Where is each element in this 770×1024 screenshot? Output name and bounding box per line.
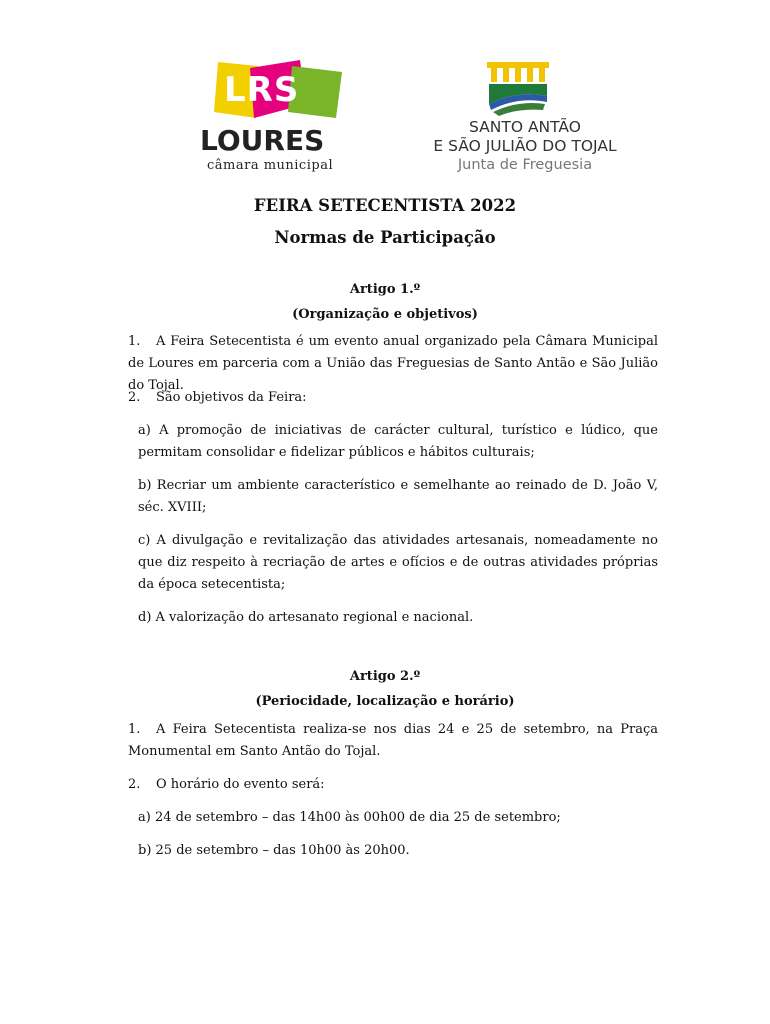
loures-logo [200, 60, 355, 180]
freguesia-logo [430, 60, 620, 175]
loures-subtitle: câmara municipal [207, 158, 334, 173]
freguesia-line3: Junta de Freguesia [457, 157, 593, 173]
paragraph-number: 1. [128, 722, 141, 737]
loures-name: LOURES [200, 124, 325, 157]
article1-caption: (Organização e objetivos) [292, 307, 478, 322]
article2-heading: Artigo 2.º [349, 669, 421, 684]
freguesia-line2: E SÃO JULIÃO DO TOJAL [433, 137, 617, 155]
document-title: FEIRA SETECENTISTA 2022 [253, 196, 517, 215]
article1-item-c: c) A divulgação e revitalização das atividades artesanais, nomeadamente no que diz respeito à recriação de artes e ofícios e de outras atividades próprias da época setecentista; [138, 533, 658, 592]
article1-item-b: b) Recriar um ambiente característico e semelhante ao reinado de D. João V, séc. XVIII; [138, 478, 658, 515]
article1-heading: Artigo 1.º [349, 282, 421, 297]
article2-paragraph-2 [128, 774, 658, 796]
paragraph-number: 2. [128, 777, 141, 792]
paragraph-text: São objetivos da Feira: [156, 390, 307, 405]
freguesia-line1: SANTO ANTÃO [469, 118, 581, 136]
article2-paragraph-1 [128, 719, 658, 763]
loures-mark-text: LRS [224, 70, 300, 110]
freguesia-emblem-icon [485, 60, 551, 118]
article2-caption: (Periocidade, localização e horário) [255, 694, 515, 709]
paragraph-text: O horário do evento será: [156, 777, 325, 792]
paragraph-text: A Feira Setecentista é um evento anual organizado pela Câmara Municipal de Loures em parceria com a União das Freguesias de Santo Antão e São Julião do Tojal. [128, 334, 658, 393]
article1-item-a: a) A promoção de iniciativas de carácter cultural, turístico e lúdico, que permitam consolidar e fidelizar públicos e hábitos culturais; [138, 423, 658, 460]
document-subtitle: Normas de Participação [274, 228, 496, 247]
paragraph-number: 2. [128, 390, 141, 405]
article1-paragraph-2 [128, 387, 658, 409]
article2-item-a: a) 24 de setembro – das 14h00 às 00h00 de dia 25 de setembro; [138, 810, 561, 825]
paragraph-text: A Feira Setecentista realiza-se nos dias 24 e 25 de setembro, na Praça Monumental em Santo Antão do Tojal. [128, 722, 658, 759]
article1-item-d: d) A valorização do artesanato regional e nacional. [138, 610, 474, 625]
paragraph-number: 1. [128, 334, 141, 349]
article2-item-b: b) 25 de setembro – das 10h00 às 20h00. [138, 843, 410, 858]
